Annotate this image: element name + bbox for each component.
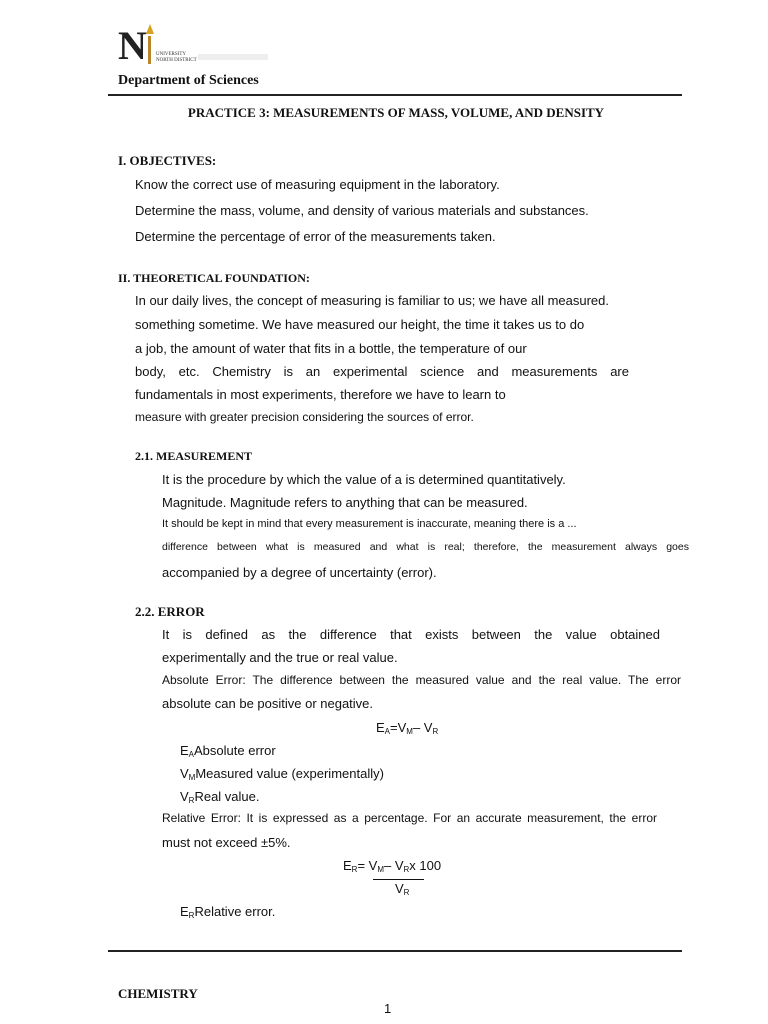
footer-divider xyxy=(108,950,682,952)
theory-line: body, etc. Chemistry is an experimental science and measurements are xyxy=(135,364,629,379)
objective-item: Determine the percentage of error of the measurements taken. xyxy=(135,229,496,244)
fraction-bar xyxy=(373,879,424,880)
theory-line: a job, the amount of water that fits in a bottle, the temperature of our xyxy=(135,341,527,356)
university-logo xyxy=(118,22,268,72)
absolute-error-formula: $E_A=V_M-$ $V_R$ xyxy=(376,720,439,736)
relative-error-line: must not exceed ±5%. xyxy=(162,835,291,850)
error-line: absolute can be positive or negative. xyxy=(162,696,374,711)
measurement-line: It is the procedure by which the value of a is determined quantitatively. xyxy=(162,472,566,487)
logo-flame-icon xyxy=(146,24,154,34)
error-line: experimentally and the true or real value. xyxy=(162,650,398,665)
measurement-line: Magnitude. Magnitude refers to anything that can be measured. xyxy=(162,495,528,510)
definition-item: $E_AAbsolute$ error xyxy=(180,743,276,759)
measurement-line: difference between what is measured and what is real; therefore, the measurement always goes xyxy=(162,541,689,553)
logo-bar-icon xyxy=(148,36,151,64)
header-divider xyxy=(108,94,682,96)
theory-line: fundamentals in most experiments, therefore we have to learn to xyxy=(135,387,506,402)
relative-error-line: Relative Error: It is expressed as a percentage. For an accurate measurement, the error xyxy=(162,811,657,825)
definition-item: $E_RRelative$ error. xyxy=(180,904,276,920)
measurement-line: accompanied by a degree of uncertainty (error). xyxy=(162,565,437,580)
definition-item: $V_RReal$ value. xyxy=(180,789,260,805)
theory-line: something sometime. We have measured our height, the time it takes us to do xyxy=(135,317,585,332)
page-number: 1 xyxy=(384,1001,392,1016)
error-line: Absolute Error: The difference between the measured value and the real value. The error xyxy=(162,673,681,687)
theory-line: measure with greater precision considering the sources of error. xyxy=(135,410,474,424)
measurement-line: It should be kept in mind that every measurement is inaccurate, meaning there is a ... xyxy=(162,518,577,530)
measurement-heading: 2.1. MEASUREMENT xyxy=(135,449,253,463)
definition-item: $V_MMeasured$ value (experimentally) xyxy=(180,766,384,782)
logo-text: UNIVERSITY NORTH DISTRICT xyxy=(156,52,197,63)
page-title: PRACTICE 3: MEASUREMENTS OF MASS, VOLUME, AND DENSITY xyxy=(187,105,605,120)
theory-line: In our daily lives, the concept of measuring is familiar to us; we have all measured. xyxy=(135,293,610,308)
objective-item: Determine the mass, volume, and density of various materials and substances. xyxy=(135,203,589,218)
objective-item: Know the correct use of measuring equipment in the laboratory. xyxy=(135,177,500,192)
department-name: Department of Sciences xyxy=(118,73,259,88)
logo-letter: N xyxy=(118,23,147,68)
theory-heading: II. THEORETICAL FOUNDATION: xyxy=(118,271,310,285)
error-line: It is defined as the difference that exists between the value obtained xyxy=(162,627,660,642)
relative-error-formula: $E_R= V_M-$ $V_Rx$ 100 xyxy=(343,858,442,874)
logo-watermark xyxy=(198,54,268,60)
error-heading: 2.2. ERROR xyxy=(135,604,205,619)
objectives-heading: I. OBJECTIVES: xyxy=(118,153,217,168)
footer-subject: CHEMISTRY xyxy=(118,986,198,1001)
relative-error-denominator: $V_R$ xyxy=(395,881,410,897)
